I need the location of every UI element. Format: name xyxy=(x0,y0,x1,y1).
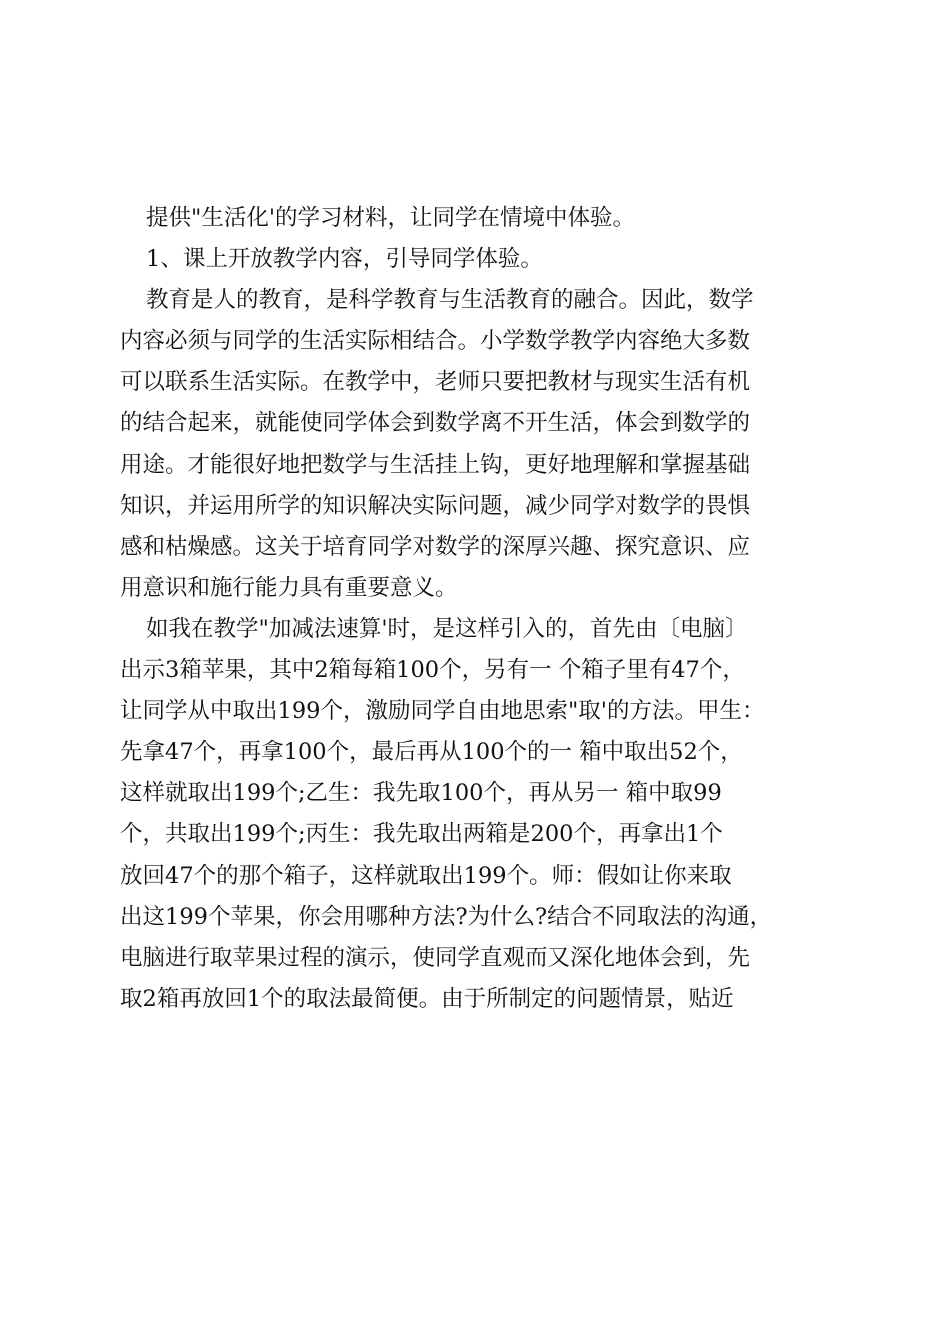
text-line: 如我在教学"加减法速算'时，是这样引入的，首先由〔电脑〕 xyxy=(146,615,748,642)
text-line: 个，共取出199个;丙生：我先取出两箱是200个，再拿出1个 xyxy=(120,821,723,848)
text-line: 可以联系生活实际。在教学中，老师只要把教材与现实生活有机 xyxy=(120,369,751,396)
text-line: 感和枯燥感。这关于培育同学对数学的深厚兴趣、探究意识、应 xyxy=(120,533,751,560)
text-line: 知识，并运用所学的知识解决实际问题，减少同学对数学的畏惧 xyxy=(120,492,751,519)
body-text xyxy=(120,198,835,1020)
text-line: 出示3箱苹果，其中2箱每箱100个，另有一 个箱子里有47个， xyxy=(120,657,745,684)
text-line: 提供"生活化'的学习材料，让同学在情境中体验。 xyxy=(146,205,636,231)
text-line: 电脑进行取苹果过程的演示，使同学直观而又深化地体会到，先 xyxy=(120,944,751,971)
text-line: 1、课上开放教学内容，引导同学体验。 xyxy=(146,246,543,273)
text-line: 用意识和施行能力具有重要意义。 xyxy=(120,574,458,601)
text-line: 的结合起来，就能使同学体会到数学离不开生活，体会到数学的 xyxy=(120,410,751,437)
text-line: 放回47个的那个箱子，这样就取出199个。师：假如让你来取 xyxy=(120,862,732,889)
text-line: 先拿47个，再拿100个，最后再从100个的一 箱中取出52个， xyxy=(120,739,743,766)
text-line: 内容必须与同学的生活实际相结合。小学数学教学内容绝大多数 xyxy=(120,328,751,355)
text-line: 用途。才能很好地把数学与生活挂上钩，更好地理解和掌握基础 xyxy=(120,451,751,478)
text-line: 教育是人的教育，是科学教育与生活教育的融合。因此，数学 xyxy=(146,287,754,314)
text-line: 让同学从中取出199个，激励同学自由地思索"取'的方法。甲生： xyxy=(120,698,765,725)
text-line: 这样就取出199个;乙生：我先取100个，再从另一 箱中取99 xyxy=(120,780,722,807)
text-line: 取2箱再放回1个的取法最简便。由于所制定的问题情景，贴近 xyxy=(120,985,734,1012)
text-line: 出这199个苹果，你会用哪种方法?为什么?结合不同取法的沟通， xyxy=(120,903,773,930)
